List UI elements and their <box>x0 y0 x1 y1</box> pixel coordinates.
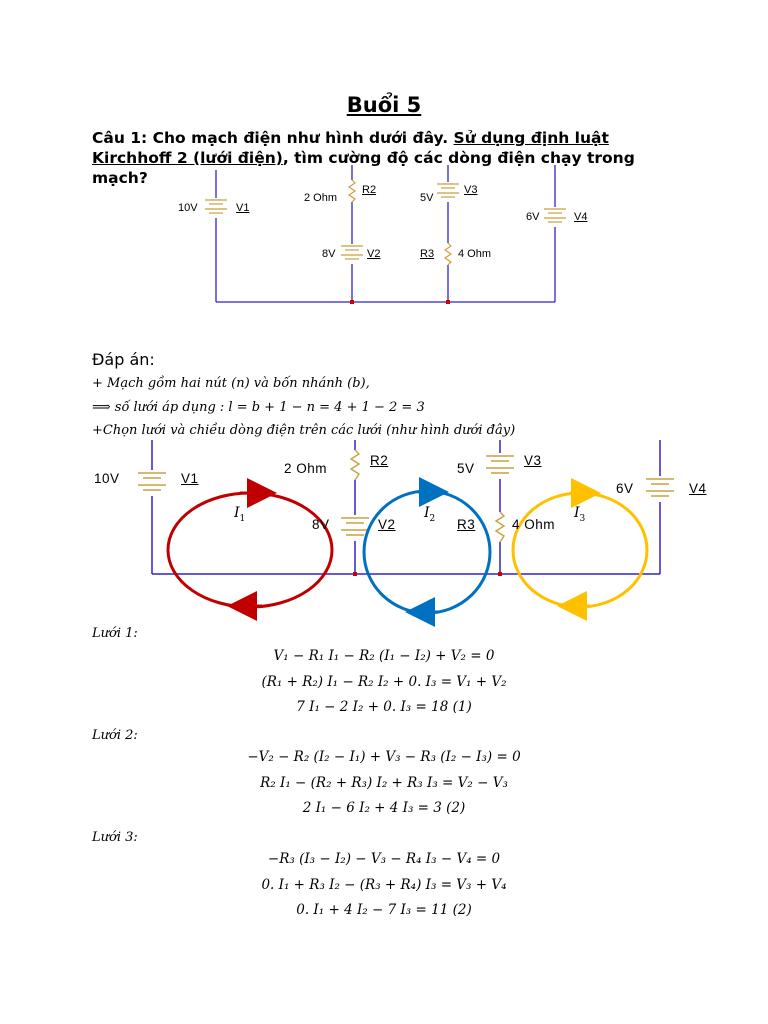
c2-v3-name: V3 <box>524 453 542 468</box>
mesh-3-label: Lưới 3: <box>92 830 138 845</box>
r2-value: 2 Ohm <box>304 192 338 204</box>
c2-r3-value: 4 Ohm <box>512 517 556 532</box>
current-i3: $I_3$ <box>574 505 586 524</box>
current-i1: $I_1$ <box>234 505 246 524</box>
mesh-3-eq-3: 0. I₁ + 4 I₂ − 7 I₃ = 11 (2) <box>296 902 472 918</box>
v2-name: V2 <box>367 248 381 260</box>
c2-r2-value: 2 Ohm <box>284 461 328 476</box>
c2-r2-name: R2 <box>370 453 389 468</box>
v1-value: 10V <box>178 202 198 214</box>
mesh-2-eq-1: −V₂ − R₂ (I₂ − I₁) + V₃ − R₃ (I₂ − I₃) = 0 <box>247 749 521 765</box>
r3-name: R3 <box>420 248 435 260</box>
c2-v4-name: V4 <box>689 481 707 496</box>
mesh-2-eq-3: 2 I₁ − 6 I₂ + 4 I₃ = 3 (2) <box>302 800 466 816</box>
v4-name: V4 <box>574 211 588 223</box>
answer-heading: Đáp án: <box>92 350 155 369</box>
answer-line-2: ⟹ số lưới áp dụng : l = b + 1 − n = 4 + 1 − 2 = 3 <box>92 400 425 415</box>
mesh-1-eq-1: V₁ − R₁ I₁ − R₂ (I₁ − I₂) + V₂ = 0 <box>273 648 495 664</box>
c2-v2-name: V2 <box>378 517 396 532</box>
c2-r3-name: R3 <box>457 517 476 532</box>
answer-line-1: + Mạch gồm hai nút (n) và bốn nhánh (b), <box>92 376 370 391</box>
question-suffix: , tìm cường độ các dòng điện chạy trong mạch? <box>92 149 635 187</box>
v3-value: 5V <box>420 192 434 204</box>
c2-v1-value: 10V <box>94 471 120 486</box>
mesh-3-eq-1: −R₃ (I₃ − I₂) − V₃ − R₄ I₃ − V₄ = 0 <box>267 851 501 867</box>
v3-name: V3 <box>464 184 478 196</box>
current-i2: $I_2$ <box>424 505 436 524</box>
mesh-2-eq-2: R₂ I₁ − (R₂ + R₃) I₂ + R₃ I₃ = V₂ − V₃ <box>260 775 508 791</box>
mesh-3-eq-2: 0. I₁ + R₃ I₂ − (R₃ + R₄) I₃ = V₃ + V₄ <box>261 877 507 893</box>
v1-name: V1 <box>236 202 250 214</box>
r3-value: 4 Ohm <box>458 248 492 260</box>
mesh-2-label: Lưới 2: <box>92 728 138 743</box>
c2-v4-value: 6V <box>616 481 634 496</box>
mesh-1-eq-3: 7 I₁ − 2 I₂ + 0. I₃ = 18 (1) <box>296 699 472 715</box>
c2-v3-value: 5V <box>457 461 475 476</box>
mesh-1-eq-2: (R₁ + R₂) I₁ − R₂ I₂ + 0. I₃ = V₁ + V₂ <box>261 674 507 690</box>
question-prefix: Câu 1: Cho mạch điện như hình dưới đây. <box>92 129 454 147</box>
mesh-1-label: Lưới 1: <box>92 626 138 641</box>
v4-value: 6V <box>526 211 540 223</box>
v2-value: 8V <box>322 248 336 260</box>
c2-v1-name: V1 <box>181 471 199 486</box>
r2-name: R2 <box>362 184 377 196</box>
c2-v2-value: 8V <box>312 517 330 532</box>
answer-line-3: +Chọn lưới và chiều dòng điện trên các lưới (như hình dưới đây) <box>92 423 516 438</box>
page-title: Buổi 5 <box>346 93 422 117</box>
question-underlined: Sử dụng định luật Kirchhoff 2 (lưới điện) <box>92 129 609 167</box>
